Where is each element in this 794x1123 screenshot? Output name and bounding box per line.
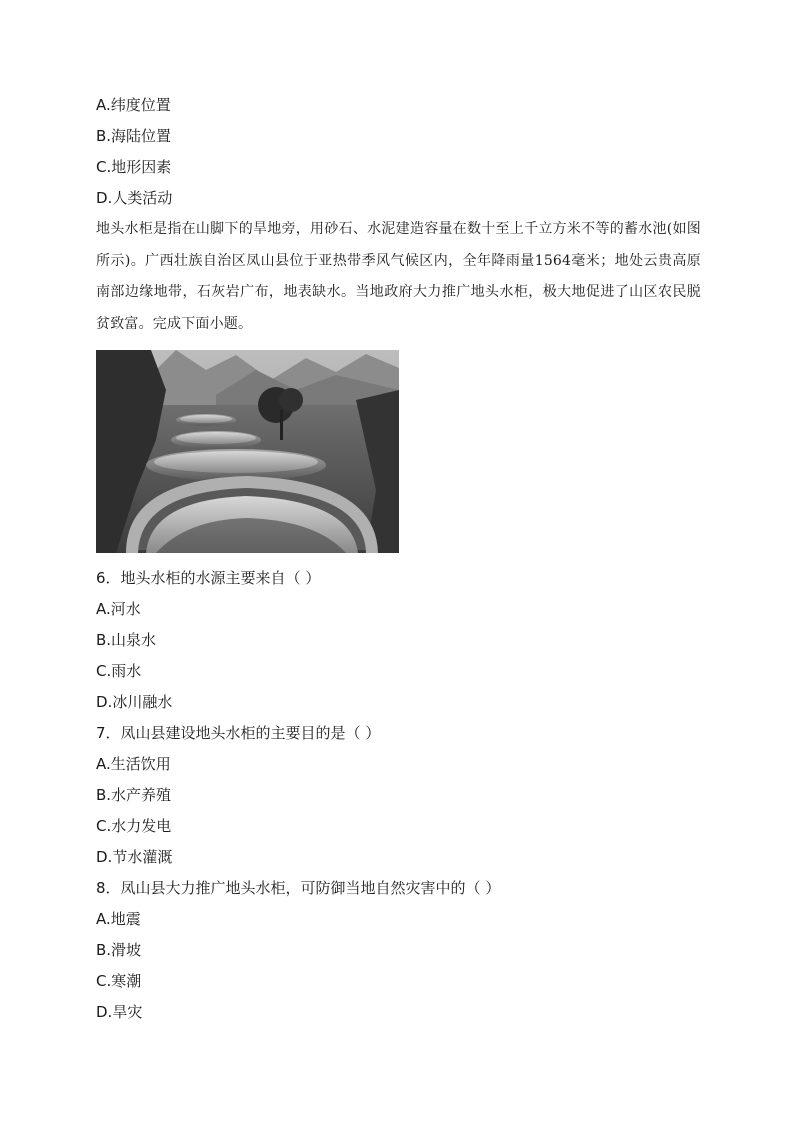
question-7-option-b: B.水产养殖 <box>96 786 172 804</box>
question-6-option-a: A.河水 <box>96 600 141 618</box>
question-6 <box>96 563 701 718</box>
water-cistern-photo <box>96 350 399 553</box>
question-6-option-c: C.雨水 <box>96 662 142 680</box>
question-6-stem: 6．地头水柜的水源主要来自（ ） <box>96 569 321 587</box>
question-8-stem: 8．凤山县大力推广地头水柜，可防御当地自然灾害中的（ ） <box>96 879 501 897</box>
reading-passage: 地头水柜是指在山脚下的旱地旁，用砂石、水泥建造容量在数十至上千立方米不等的蓄水池(如图所示)。广西壮族自治区凤山县位于亚热带季风气候区内，全年降雨量1564毫米；地处云贵高原南部边缘地带，石灰岩广布，地表缺水。当地政府大力推广地头水柜，极大地促进了山区农民脱贫致富。完成下面小题。 <box>96 221 701 332</box>
document-page <box>96 90 701 1028</box>
question-8-option-d: D.旱灾 <box>96 1003 143 1021</box>
question-8-option-b: B.滑坡 <box>96 941 142 959</box>
question-7 <box>96 718 701 873</box>
question-6-option-d: D.冰川融水 <box>96 693 173 711</box>
question-7-stem: 7．凤山县建设地头水柜的主要目的是（ ） <box>96 724 381 742</box>
question-7-option-a: A.生活饮用 <box>96 755 171 773</box>
option-d: D.人类活动 <box>96 189 173 207</box>
question-7-option-c: C.水力发电 <box>96 817 172 835</box>
option-a: A.纬度位置 <box>96 96 171 114</box>
previous-question-options <box>96 90 701 214</box>
question-7-option-d: D.节水灌溉 <box>96 848 173 866</box>
question-8 <box>96 873 701 1028</box>
question-8-option-a: A.地震 <box>96 910 141 928</box>
option-c: C.地形因素 <box>96 158 172 176</box>
option-b: B.海陆位置 <box>96 127 172 145</box>
question-8-option-c: C.寒潮 <box>96 972 142 990</box>
question-6-option-b: B.山泉水 <box>96 631 157 649</box>
